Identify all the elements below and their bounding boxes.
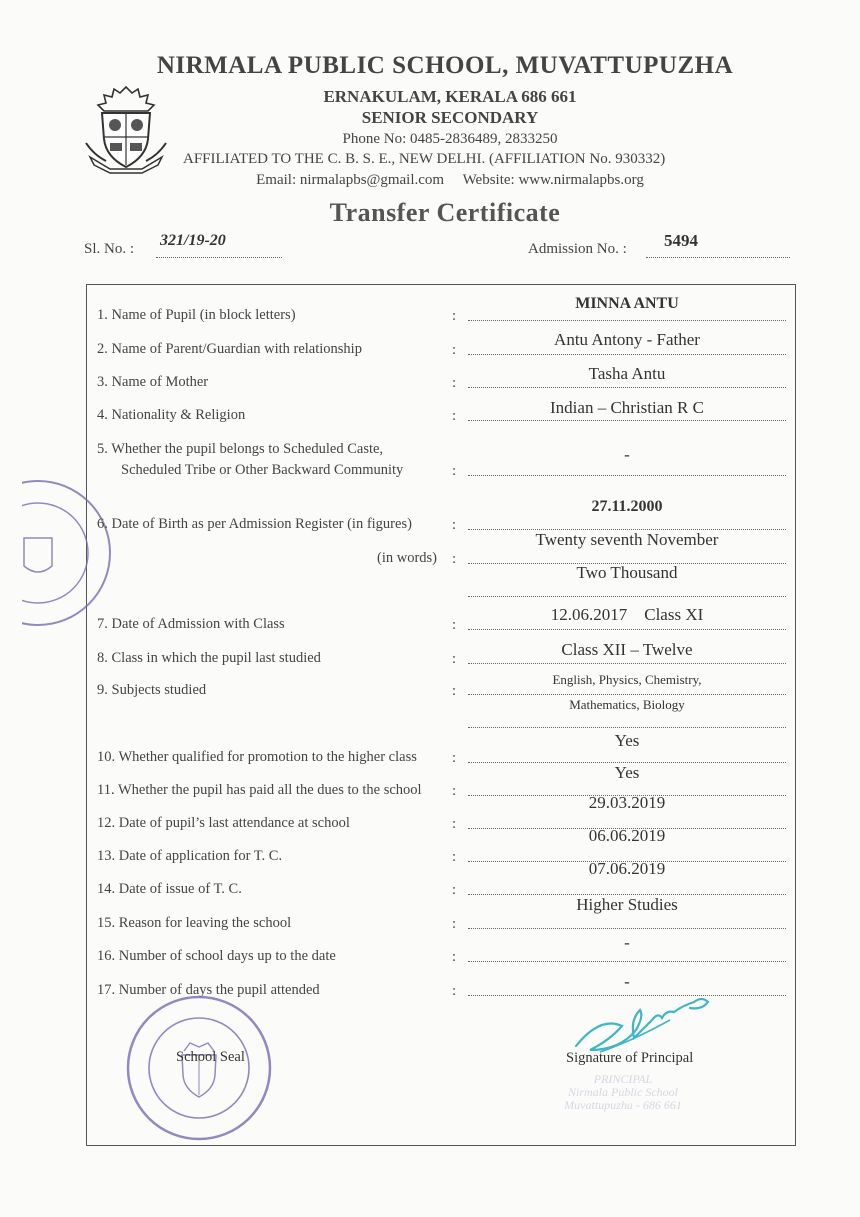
row-colon: : (452, 849, 457, 865)
row-colon: : (452, 651, 457, 667)
row-colon: : (452, 750, 457, 766)
promotion-value: Yes (614, 731, 640, 750)
last-class-value: Class XII – Twelve (561, 640, 693, 659)
faint-line: Nirmala Public School (568, 1085, 678, 1099)
affiliation-line: AFFILIATED TO THE C. B. S. E., NEW DELHI. (AFFILIATION No. 930332) (183, 151, 666, 167)
row-label: 6. Date of Birth as per Admission Register (in figures) (97, 516, 412, 532)
nationality-value: Indian – Christian R C (550, 398, 704, 417)
row-line (468, 420, 786, 421)
serial-no-label: Sl. No. : (84, 241, 135, 257)
row-label: 2. Name of Parent/Guardian with relationship (97, 341, 362, 357)
row-label: 14. Date of issue of T. C. (97, 881, 242, 897)
row-label: Scheduled Tribe or Other Backward Community (121, 462, 404, 478)
row-label: 3. Name of Mother (97, 374, 209, 390)
pupil-name-value: MINNA ANTU (575, 295, 679, 312)
row-colon: : (452, 517, 457, 533)
row-label: 15. Reason for leaving the school (97, 915, 292, 931)
row-colon: : (452, 342, 457, 358)
row-label: 12. Date of pupil’s last attendance at school (97, 815, 350, 831)
row-line (468, 596, 786, 597)
row-label: 13. Date of application for T. C. (97, 848, 283, 864)
row-label: 7. Date of Admission with Class (97, 616, 285, 632)
serial-no-value: 321/19-20 (160, 232, 226, 249)
row-label: 4. Nationality & Religion (97, 407, 246, 423)
caste-value: - (624, 445, 630, 464)
school-email: Email: nirmalapbs@gmail.com (256, 172, 445, 188)
row-line (468, 961, 786, 962)
row-colon: : (452, 683, 457, 699)
days-attended-value: - (624, 972, 630, 991)
school-address: ERNAKULAM, KERALA 686 661 (323, 87, 577, 106)
row-label: 5. Whether the pupil belongs to Scheduled Caste, (97, 441, 384, 457)
faint-line: PRINCIPAL (593, 1072, 653, 1086)
seal-label: School Seal (176, 1049, 245, 1065)
row-label: 10. Whether qualified for promotion to the higher class (97, 749, 417, 765)
faint-principal-stamp (548, 1073, 698, 1112)
school-name: NIRMALA PUBLIC SCHOOL, MUVATTUPUZHA (156, 52, 734, 79)
dob-words-value: Two Thousand (576, 563, 678, 582)
row-colon: : (452, 882, 457, 898)
application-date-value: 06.06.2019 (588, 826, 666, 845)
school-days-value: - (624, 933, 630, 952)
serial-no-line (156, 257, 282, 258)
row-colon: : (452, 916, 457, 932)
contact-line (0, 172, 860, 189)
row-colon: : (452, 617, 457, 633)
row-colon: : (452, 949, 457, 965)
signature-label: Signature of Principal (566, 1050, 694, 1066)
issue-date-value: 07.06.2019 (588, 859, 666, 878)
row-line (468, 475, 786, 476)
row-colon: : (452, 551, 457, 567)
row-label: 1. Name of Pupil (in block letters) (97, 307, 296, 323)
row-colon: : (452, 816, 457, 832)
admission-no-line (646, 257, 790, 258)
row-line (468, 387, 786, 388)
row-label: 11. Whether the pupil has paid all the dues to the school (97, 782, 422, 798)
row-line (468, 320, 786, 321)
row-colon: : (452, 983, 457, 999)
admission-date-value: 12.06.2017 Class XI (550, 605, 704, 624)
document-title: Transfer Certificate (329, 198, 561, 227)
row-line (468, 663, 786, 664)
row-label: 17. Number of days the pupil attended (97, 982, 320, 998)
row-label: 9. Subjects studied (97, 682, 207, 698)
row-colon: : (452, 375, 457, 391)
mother-value: Tasha Antu (588, 364, 666, 383)
leaving-reason-value: Higher Studies (576, 895, 678, 914)
dob-figures-value: 27.11.2000 (591, 498, 663, 515)
school-seal-stamp (124, 993, 274, 1148)
row-colon: : (452, 308, 457, 324)
row-sublabel: (in words) (377, 550, 438, 566)
admission-no-label: Admission No. : (528, 241, 627, 257)
row-line (468, 629, 786, 630)
faint-line: Muvattupuzha - 686 661 (564, 1098, 682, 1112)
school-website: Website: www.nirmalapbs.org (462, 172, 644, 188)
row-line (468, 694, 786, 695)
subjects-value: English, Physics, Chemistry, (552, 672, 702, 687)
row-label: 8. Class in which the pupil last studied (97, 650, 321, 666)
row-colon: : (452, 783, 457, 799)
admission-no-value: 5494 (664, 231, 698, 250)
row-line (468, 928, 786, 929)
school-phone: Phone No: 0485-2836489, 2833250 (342, 131, 558, 147)
school-level: SENIOR SECONDARY (361, 108, 539, 127)
row-line (468, 727, 786, 728)
left-stamp (22, 478, 114, 633)
subjects-value: Mathematics, Biology (569, 697, 685, 712)
row-colon: : (452, 408, 457, 424)
row-colon: : (452, 463, 457, 479)
guardian-value: Antu Antony - Father (554, 330, 700, 349)
dues-value: Yes (614, 763, 640, 782)
row-label: 16. Number of school days up to the date (97, 948, 336, 964)
last-attendance-value: 29.03.2019 (588, 793, 666, 812)
row-line (468, 354, 786, 355)
dob-words-value: Twenty seventh November (535, 530, 719, 549)
